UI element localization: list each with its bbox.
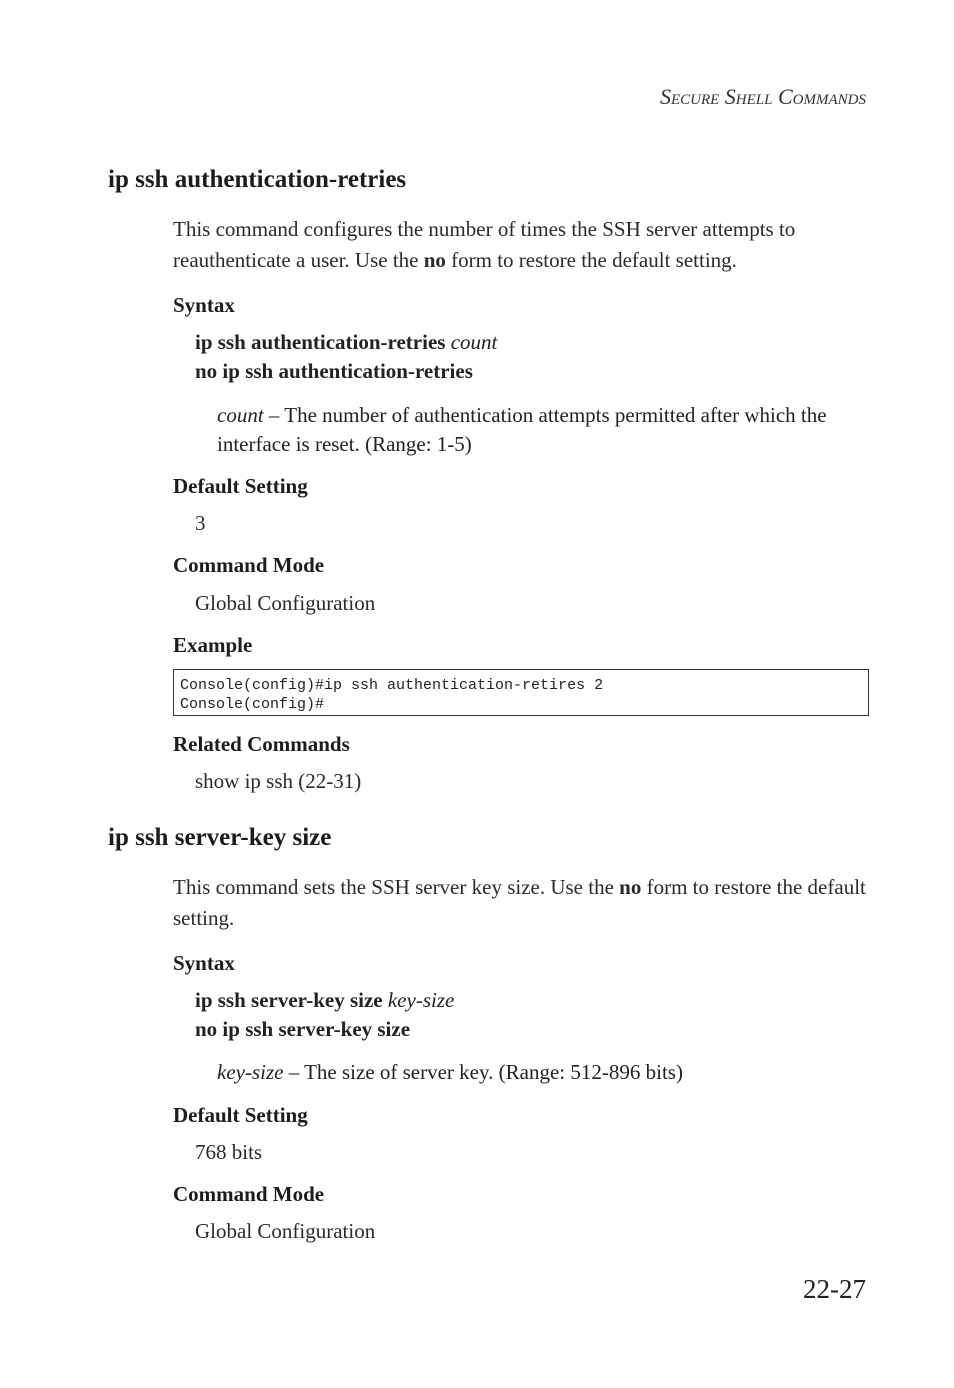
section-title-server-key-size: ip ssh server-key size	[108, 824, 332, 851]
parameter-description: key-size – The size of server key. (Range: 512-896 bits)	[217, 1060, 683, 1084]
section-title-authentication-retries: ip ssh authentication-retries	[108, 166, 407, 193]
related-commands-heading: Related Commands	[173, 732, 350, 756]
command-mode-heading: Command Mode	[173, 1182, 325, 1206]
no-keyword: no	[423, 248, 446, 272]
syntax-line-no: no ip ssh authentication-retries	[195, 359, 473, 383]
section-description: This command sets the SSH server key size. Use the no form to restore the default setting.	[173, 875, 866, 930]
code-line: Console(config)#	[180, 696, 325, 713]
syntax-line-no: no ip ssh server-key size	[195, 1017, 411, 1041]
example-heading: Example	[173, 633, 253, 657]
syntax-heading: Syntax	[173, 293, 235, 317]
syntax-line: ip ssh authentication-retries count	[195, 330, 498, 354]
code-line: Console(config)#ip ssh authentication-retires 2	[180, 677, 604, 694]
related-command-link[interactable]: show ip ssh (22-31)	[195, 769, 362, 793]
page-number: 22-27	[803, 1274, 866, 1304]
parameter-description: count – The number of authentication attempts permitted after which the interface is reset. (Range: 1-5)	[217, 403, 827, 456]
syntax-argument: key-size	[387, 988, 455, 1012]
command-mode-value: Global Configuration	[195, 1219, 376, 1243]
syntax-argument: count	[450, 330, 498, 354]
syntax-heading: Syntax	[173, 951, 235, 975]
example-code-box	[173, 669, 869, 716]
no-keyword: no	[619, 875, 642, 899]
command-mode-value: Global Configuration	[195, 591, 376, 615]
default-setting-heading: Default Setting	[173, 1103, 308, 1127]
default-setting-value: 3	[195, 511, 206, 535]
default-setting-heading: Default Setting	[173, 474, 308, 498]
section-description: This command configures the number of times the SSH server attempts to reauthenticate a user. Use the no form to restore the default setting.	[173, 217, 796, 272]
command-mode-heading: Command Mode	[173, 553, 325, 577]
running-header: Secure Shell Commands	[659, 84, 866, 109]
syntax-line: ip ssh server-key size key-size	[195, 988, 455, 1012]
default-setting-value: 768 bits	[195, 1140, 263, 1164]
